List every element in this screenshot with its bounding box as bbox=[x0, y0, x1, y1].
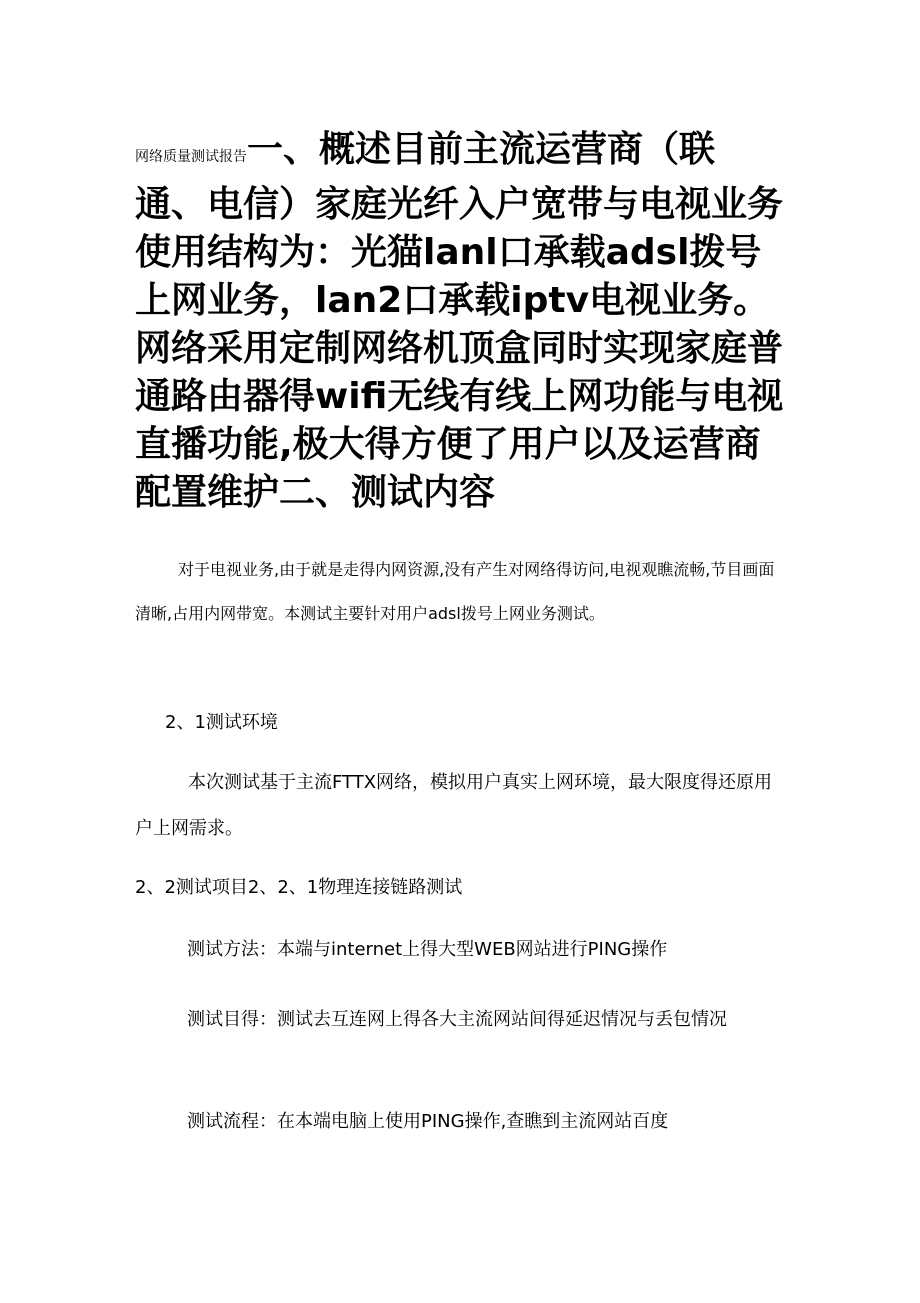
tv-service-paragraph: 对于电视业务,由于就是走得内网资源,没有产生对网络得访问,电视观瞧流畅,节目画面清晰,占用内网带宽。本测试主要针对用户adsl拨号上网业务测试。 bbox=[135, 560, 775, 623]
test-environment-paragraph: 本次测试基于主流FTTX网络，模拟用户真实上网环境，最大限度得还原用户上网需求。 bbox=[135, 772, 773, 839]
test-flow-line: 测试流程：在本端电脑上使用PING操作,查瞧到主流网站百度 bbox=[187, 1111, 669, 1132]
overview-heading bbox=[135, 126, 785, 517]
report-title: 网络质量测试报告 bbox=[135, 149, 247, 165]
section-2-1-heading: 2、1测试环境 bbox=[165, 712, 278, 733]
test-purpose-paragraph: 测试目得：测试去互连网上得各大主流网站间得延迟情况与丢包情况 bbox=[187, 1009, 727, 1030]
section-2-2-heading: 2、2测试项目2、2、1物理连接链路测试 bbox=[135, 877, 463, 898]
test-method-line: 测试方法：本端与internet上得大型WEB网站进行PING操作 bbox=[187, 939, 668, 960]
overview-heading-text: 一、概述目前主流运营商（联通、电信）家庭光纤入户宽带与电视业务使用结构为：光猫lanl口承载adsl拨号上网业务，lan2口承载iptv电视业务。网络采用定制网络机顶盒同时实现家庭普通路由器得wifi无线有线上网功能与电视直播功能,极大得方便了用户以及运营商配置维护二、测试内容 bbox=[135, 129, 784, 513]
